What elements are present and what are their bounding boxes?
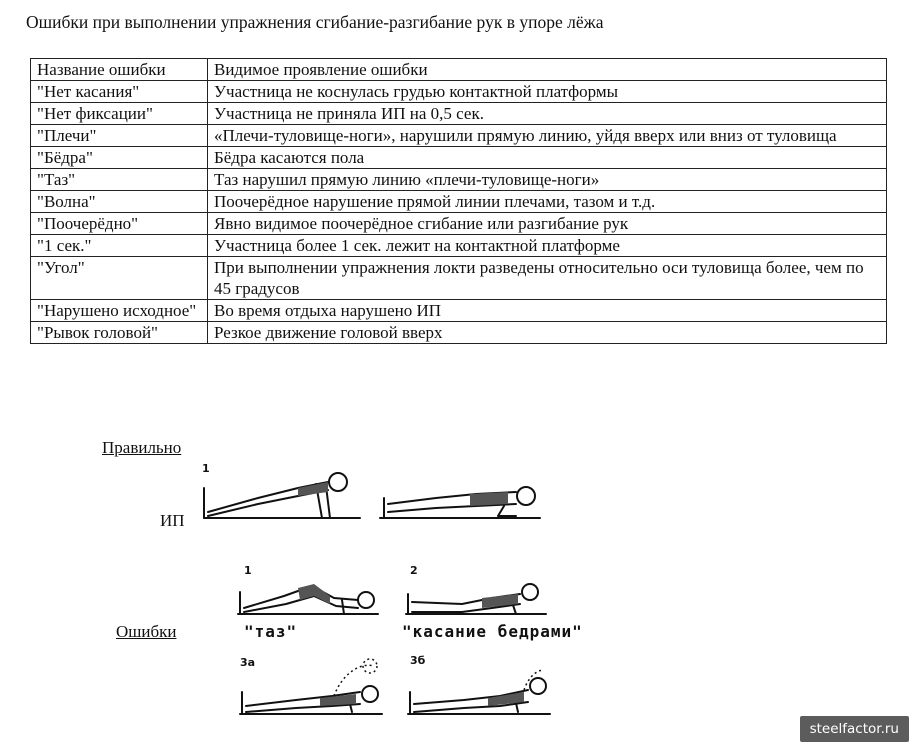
error-name: "Бёдра" <box>31 147 208 169</box>
pushup-correct-up-figure <box>198 460 366 524</box>
figure-number: 1 <box>202 462 210 475</box>
error-description: Поочерёдное нарушение прямой линии плечами, тазом и т.д. <box>208 191 887 213</box>
ip-label: ИП <box>160 511 185 530</box>
table-row <box>31 300 887 322</box>
error-description: Таз нарушил прямую линию «плечи-туловище-ноги» <box>208 169 887 191</box>
error-name: "Рывок головой" <box>31 322 208 344</box>
error-description: Явно видимое поочерёдное сгибание или разгибание рук <box>208 213 887 235</box>
error-name: "Нарушено исходное" <box>31 300 208 322</box>
error-3a-figure <box>236 650 386 722</box>
error-name: "Плечи" <box>31 125 208 147</box>
pushup-correct-down-figure <box>376 474 546 526</box>
table-row <box>31 147 887 169</box>
table-row <box>31 169 887 191</box>
table-row <box>31 235 887 257</box>
error-description: Во время отдыха нарушено ИП <box>208 300 887 322</box>
error-name: "Волна" <box>31 191 208 213</box>
error-description: Участница более 1 сек. лежит на контактной платформе <box>208 235 887 257</box>
header-error-description: Видимое проявление ошибки <box>208 59 887 81</box>
error-description: «Плечи-туловище-ноги», нарушили прямую линию, уйдя вверх или вниз от туловища <box>208 125 887 147</box>
table-row <box>31 322 887 344</box>
error-name: "Нет фиксации" <box>31 103 208 125</box>
figure-number: 1 <box>244 564 252 577</box>
error-name: "Нет касания" <box>31 81 208 103</box>
error-name: "Поочерёдно" <box>31 213 208 235</box>
table-row <box>31 81 887 103</box>
correct-label: Правильно <box>102 438 182 457</box>
error-description: При выполнении упражнения локти разведены относительно оси туловища более, чем по 45 градусов <box>208 257 887 300</box>
table-row <box>31 213 887 235</box>
figure-number: 2 <box>410 564 418 577</box>
table-row <box>31 103 887 125</box>
figure-number: 3а <box>240 656 256 669</box>
error-description: Участница не коснулась грудью контактной платформы <box>208 81 887 103</box>
error-thighs-figure <box>402 572 552 620</box>
figure-number: 3б <box>410 654 426 667</box>
error-name: "1 сек." <box>31 235 208 257</box>
error-3b-figure <box>404 650 554 722</box>
caption-pelvis: "таз" <box>244 622 298 641</box>
error-description: Резкое движение головой вверх <box>208 322 887 344</box>
document-title: Ошибки при выполнении упражнения сгибание-разгибание рук в упоре лёжа <box>26 12 604 32</box>
error-name: "Таз" <box>31 169 208 191</box>
errors-table <box>30 58 887 344</box>
watermark: steelfactor.ru <box>800 716 909 742</box>
error-description: Участница не приняла ИП на 0,5 сек. <box>208 103 887 125</box>
table-row <box>31 257 887 300</box>
table-row <box>31 191 887 213</box>
caption-thighs: "касание бедрами" <box>402 622 583 641</box>
error-name: "Угол" <box>31 257 208 300</box>
header-error-name: Название ошибки <box>31 59 208 81</box>
table-row <box>31 125 887 147</box>
error-description: Бёдра касаются пола <box>208 147 887 169</box>
error-pelvis-figure <box>234 570 384 620</box>
table-header-row <box>31 59 887 81</box>
errors-label: Ошибки <box>116 622 177 641</box>
